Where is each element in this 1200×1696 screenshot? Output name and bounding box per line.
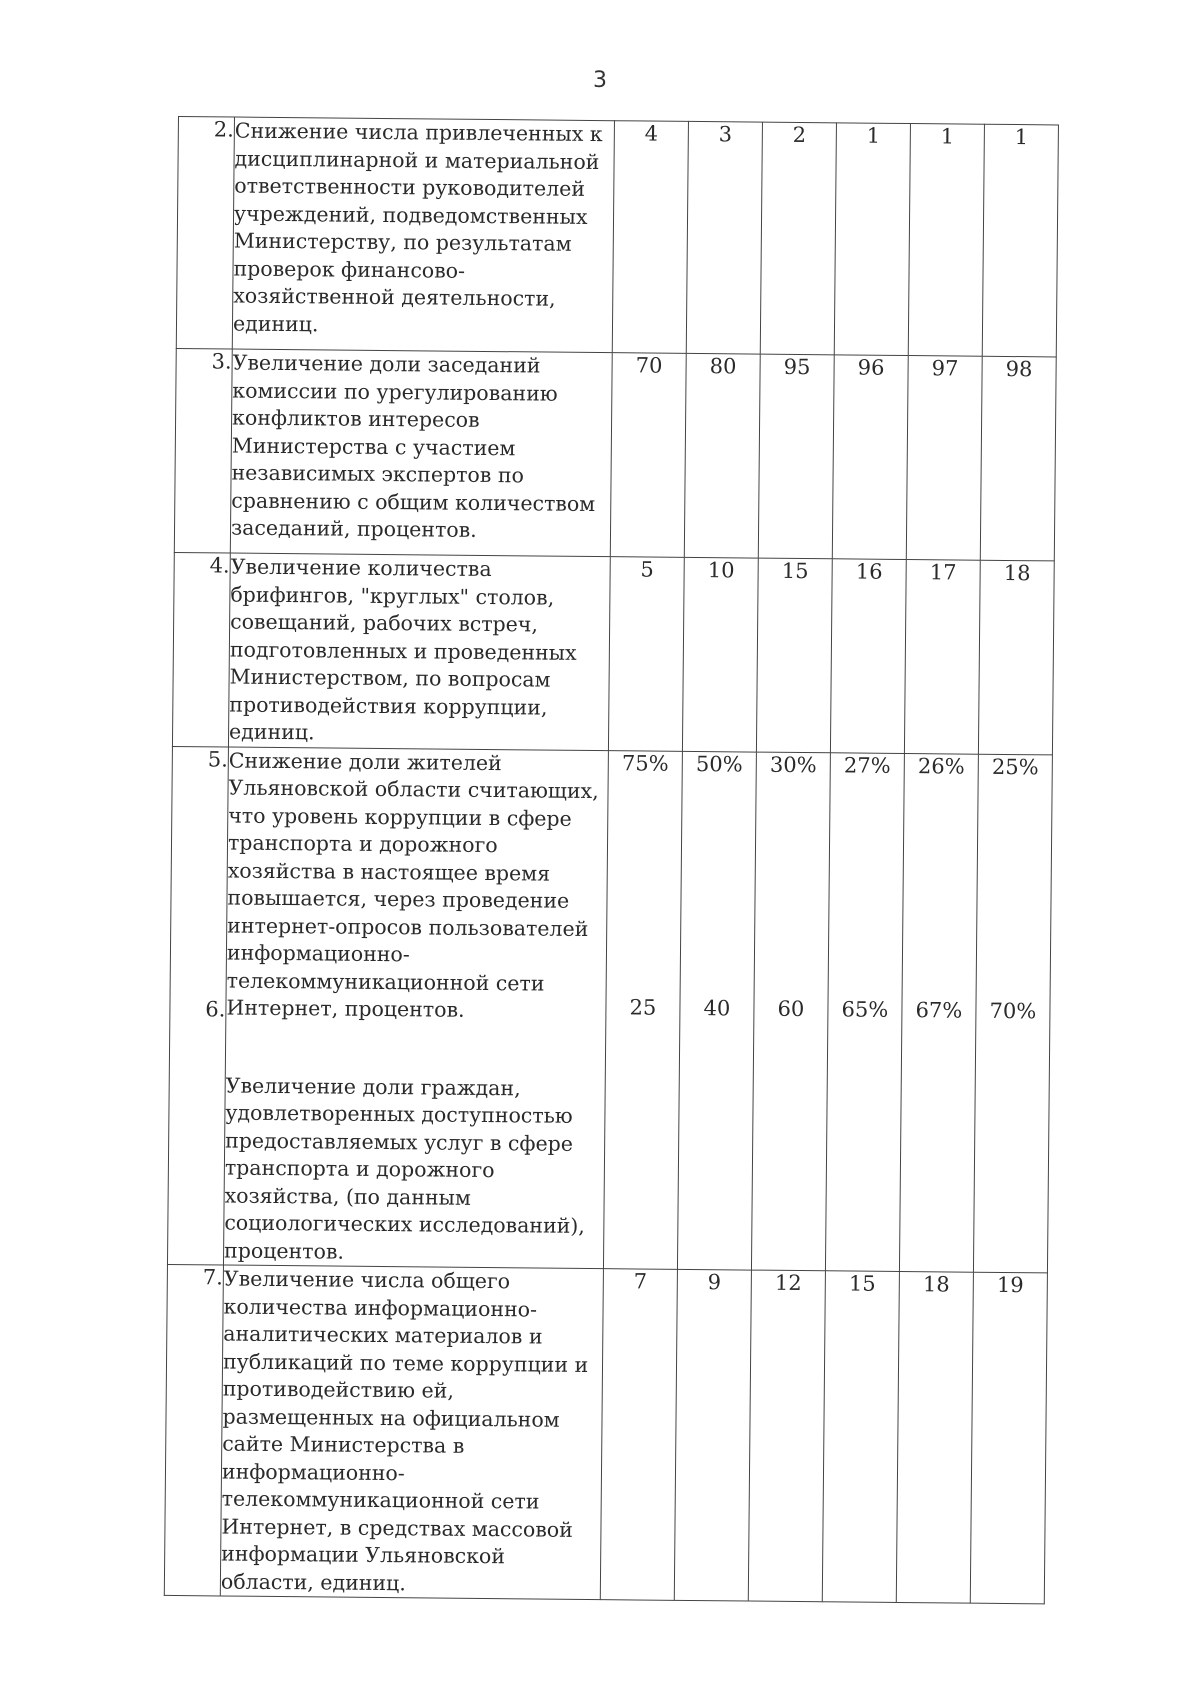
row-value: 26%: [917, 753, 965, 779]
row-value: 60: [777, 996, 805, 1021]
row-number: 6.: [205, 996, 226, 1021]
row-value: 17: [904, 560, 980, 754]
row-value: 97: [906, 356, 982, 561]
row-value: 50%: [695, 751, 743, 776]
row-value: 7: [600, 1269, 677, 1601]
table-row: [164, 1264, 1047, 1603]
table-row: [176, 117, 1058, 357]
row-value: 25%: [991, 754, 1039, 779]
row-value: 40: [703, 995, 731, 1020]
row-value-group: [677, 751, 756, 1270]
row-description: Увеличение количества брифингов, "круглых" столов, совещаний, рабочих встреч, подготовленных и проведенных Министерством, по вопросам противодействия коррупции, единиц.: [228, 553, 610, 750]
row-value: 1: [982, 124, 1058, 357]
row-value: 16: [830, 559, 906, 753]
row-value: 5: [608, 557, 684, 751]
row-value-group: [825, 752, 904, 1271]
row-value: 10: [682, 557, 758, 751]
row-value-group: [751, 752, 830, 1271]
row-number: 5.: [207, 746, 228, 772]
row-value: 70: [610, 353, 686, 558]
row-description: Увеличение доли граждан, удовлетворенных доступностью предоставляемых услуг в сфере транспорта и дорожного хозяйства, (по данным социологических исследований), процентов.: [224, 1073, 585, 1264]
row-value: 67%: [915, 997, 963, 1023]
row-value: 98: [980, 356, 1056, 561]
row-number: 4.: [172, 552, 230, 746]
row-value-group: [603, 750, 682, 1269]
row-value: 15: [822, 1271, 899, 1603]
row-value: 4: [612, 121, 688, 354]
row-value: 19: [970, 1272, 1047, 1604]
row-description-group: [223, 747, 608, 1269]
row-value-group: [973, 754, 1052, 1273]
indicators-table: [164, 116, 1059, 1604]
row-value: 9: [674, 1269, 751, 1601]
row-value: 15: [756, 558, 832, 752]
row-value: 18: [978, 560, 1054, 754]
row-value: 3: [686, 121, 762, 354]
row-value: 27%: [843, 752, 891, 778]
row-number: 2.: [176, 117, 234, 350]
row-value: 12: [748, 1270, 825, 1602]
row-value: 2: [760, 122, 836, 355]
row-description: Увеличение числа общего количества информационно-аналитических материалов и публикаций по теме коррупции и противодействию ей, размещенных на официальном сайте Министерства в информационно-телекоммуникационной сети Интернет, в средствах массовой информации Ульяновской области, единиц.: [220, 1265, 603, 1600]
row-number: 3.: [174, 348, 232, 553]
row-description: Снижение числа привлеченных к дисциплинарной и материальной ответственности руководителей учреждений, подведомственных Министерству, по результатам проверок финансово-хозяйственной деятельности, единиц.: [232, 117, 614, 353]
row-value: 18: [896, 1271, 973, 1603]
row-description: Снижение доли жителей Ульяновской области считающих, что уровень коррупции в сфере транспорта и дорожного хозяйства в настоящее время повышается, через проведение интернет-опросов пользователей информационно-телекоммуникационной сети Интернет, процентов.: [226, 748, 599, 1022]
page-number: 3: [593, 68, 607, 93]
row-value: 1: [834, 123, 910, 356]
row-value: 25: [629, 994, 657, 1020]
row-value: 65%: [841, 996, 889, 1022]
row-value: 80: [684, 353, 760, 558]
row-value: 96: [832, 355, 908, 560]
table-row: [172, 552, 1054, 754]
row-description: Увеличение доли заседаний комиссии по урегулированию конфликтов интересов Министерства с участием независимых экспертов по сравнению с общим количеством заседаний, процентов.: [230, 349, 612, 557]
row-value: 1: [908, 124, 984, 357]
row-value: 70%: [989, 998, 1037, 1023]
row-value: 75%: [621, 750, 669, 776]
table-row: [174, 348, 1056, 560]
table-row: [167, 746, 1052, 1273]
row-value: 95: [758, 354, 834, 559]
row-value-group: [899, 753, 978, 1272]
row-value: 30%: [769, 752, 817, 777]
row-number: 7.: [164, 1264, 223, 1596]
row-number-group: [167, 746, 228, 1265]
